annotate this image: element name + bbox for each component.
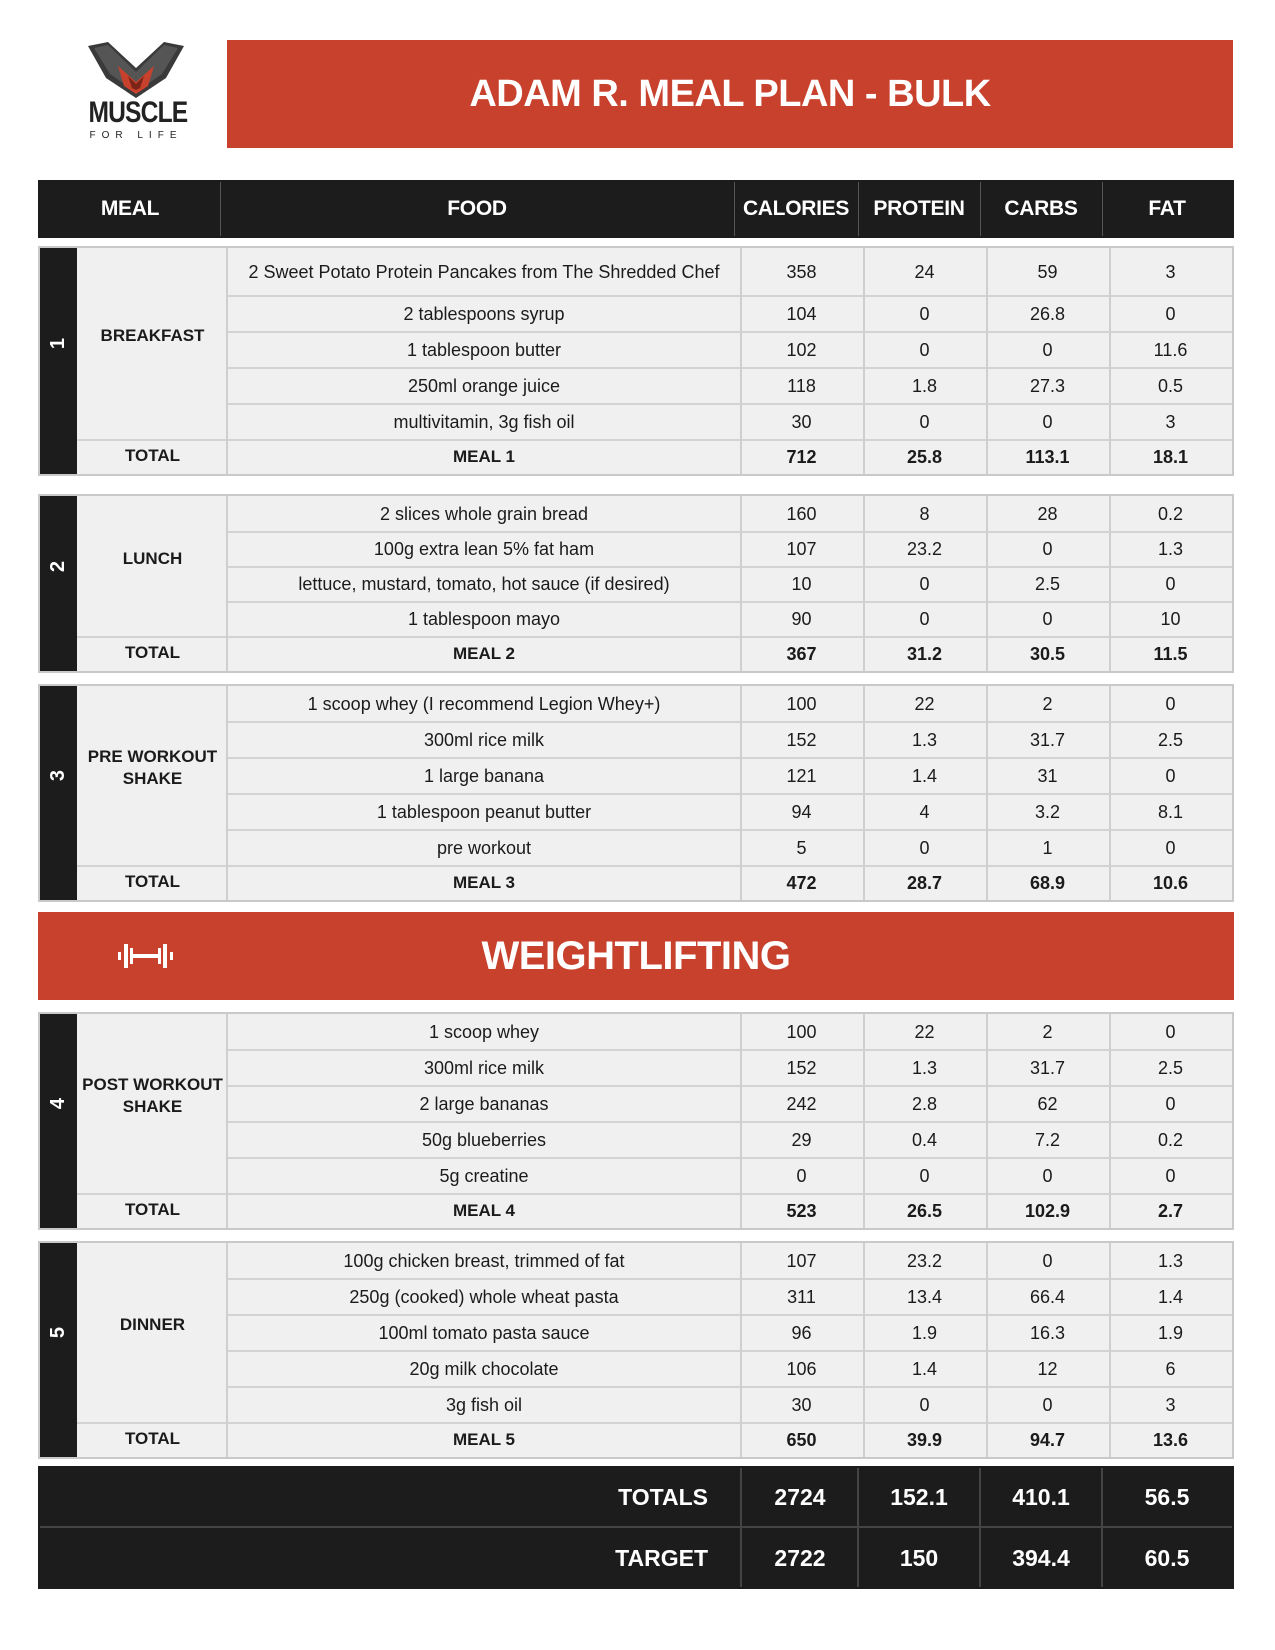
meal-name: DINNER xyxy=(119,1315,186,1334)
food-row xyxy=(228,1351,1232,1387)
food-row xyxy=(228,794,1232,830)
food-carbs: 0 xyxy=(1042,539,1053,559)
total-protein: 28.7 xyxy=(906,872,943,893)
food-protein: 0 xyxy=(919,1165,930,1186)
food-calories: 242 xyxy=(786,1093,817,1114)
food-row xyxy=(228,722,1232,758)
bottom-divider xyxy=(740,1468,742,1587)
food-food: 1 tablespoon butter xyxy=(406,339,562,360)
food-carbs: 12 xyxy=(1037,1358,1058,1379)
food-row xyxy=(228,496,1232,532)
food-protein: 23.2 xyxy=(906,1250,943,1271)
total-meal: MEAL 2 xyxy=(452,644,516,663)
food-calories: 152 xyxy=(786,1057,817,1078)
column-divider xyxy=(863,1014,865,1228)
food-carbs: 7.2 xyxy=(1034,1129,1061,1150)
food-food: multivitamin, 3g fish oil xyxy=(393,411,575,432)
target-carbs: 394.4 xyxy=(1012,1544,1070,1571)
row-divider xyxy=(77,1193,228,1195)
food-fat: 3 xyxy=(1165,1394,1176,1415)
column-divider xyxy=(863,248,865,474)
food-protein: 23.2 xyxy=(906,539,943,559)
food-fat: 0 xyxy=(1165,574,1176,594)
food-food: lettuce, mustard, tomato, hot sauce (if desired) xyxy=(298,574,670,594)
column-divider xyxy=(740,1243,742,1457)
food-fat: 11.6 xyxy=(1153,339,1188,360)
header-food: FOOD xyxy=(447,197,507,220)
total-protein: 31.2 xyxy=(906,643,943,664)
food-food: 2 slices whole grain bread xyxy=(379,503,589,524)
food-calories: 107 xyxy=(786,539,817,559)
food-fat: 0 xyxy=(1165,1021,1176,1042)
food-row xyxy=(228,1050,1232,1086)
food-calories: 10 xyxy=(791,574,812,594)
food-carbs: 59 xyxy=(1037,261,1058,282)
grand-totals xyxy=(38,1466,1234,1589)
meal-block xyxy=(38,684,1234,902)
food-row xyxy=(228,332,1232,368)
food-row xyxy=(228,758,1232,794)
meal-name: LUNCH xyxy=(122,548,183,568)
row-divider xyxy=(77,865,228,867)
meal-number: 5 xyxy=(47,1326,69,1339)
target-label: TARGET xyxy=(615,1544,708,1571)
food-row xyxy=(228,1243,1232,1279)
page-title: ADAM R. MEAL PLAN - BULK xyxy=(227,40,1233,148)
food-carbs: 2 xyxy=(1042,1021,1053,1042)
food-fat: 8.1 xyxy=(1157,801,1184,822)
food-calories: 104 xyxy=(786,303,817,324)
table-header xyxy=(38,180,1234,238)
total-row xyxy=(228,440,1232,474)
food-row xyxy=(228,567,1232,602)
food-food: 100g extra lean 5% fat ham xyxy=(373,539,595,559)
total-carbs: 102.9 xyxy=(1024,1200,1071,1221)
food-row xyxy=(228,368,1232,404)
column-divider xyxy=(740,248,742,474)
column-divider xyxy=(226,1014,228,1228)
food-fat: 10 xyxy=(1160,609,1181,629)
target-calories: 2722 xyxy=(774,1544,826,1571)
total-label: TOTAL xyxy=(124,1200,181,1219)
food-calories: 107 xyxy=(786,1250,817,1271)
food-protein: 0 xyxy=(919,339,930,360)
food-calories: 29 xyxy=(791,1129,812,1150)
food-protein: 8 xyxy=(919,503,930,524)
food-calories: 30 xyxy=(791,411,812,432)
food-row xyxy=(228,1122,1232,1158)
target-row xyxy=(40,1529,1232,1587)
header-carbs: CARBS xyxy=(1004,197,1078,220)
food-protein: 1.8 xyxy=(911,375,938,396)
food-protein: 1.4 xyxy=(911,765,938,786)
food-food: 3g fish oil xyxy=(445,1394,523,1415)
total-protein: 39.9 xyxy=(906,1429,943,1450)
column-divider xyxy=(740,1014,742,1228)
food-protein: 22 xyxy=(914,1021,935,1042)
food-carbs: 0 xyxy=(1042,339,1053,360)
meal-block xyxy=(38,246,1234,476)
row-divider xyxy=(77,439,228,441)
totals-divider xyxy=(40,1526,1232,1528)
food-calories: 96 xyxy=(791,1322,812,1343)
food-row xyxy=(228,1014,1232,1050)
food-calories: 152 xyxy=(786,729,817,750)
weightlifting-banner: WEIGHTLIFTING xyxy=(38,912,1234,1000)
column-divider xyxy=(226,496,228,671)
food-food: 250g (cooked) whole wheat pasta xyxy=(349,1286,619,1307)
total-calories: 650 xyxy=(786,1429,817,1450)
food-row xyxy=(228,404,1232,440)
logo-m-icon xyxy=(88,42,184,100)
total-label: TOTAL xyxy=(124,872,181,891)
totals-calories: 2724 xyxy=(774,1483,826,1510)
food-carbs: 0 xyxy=(1042,609,1053,629)
row-divider xyxy=(77,1422,228,1424)
barbell-icon xyxy=(118,940,173,972)
meal-number: 2 xyxy=(47,560,69,572)
food-carbs: 0 xyxy=(1042,1165,1053,1186)
food-food: 1 tablespoon mayo xyxy=(407,609,561,629)
food-carbs: 0 xyxy=(1042,411,1053,432)
column-divider xyxy=(863,496,865,671)
food-carbs: 27.3 xyxy=(1029,375,1066,396)
column-divider xyxy=(740,686,742,900)
food-food: 5g creatine xyxy=(439,1165,529,1186)
food-protein: 0 xyxy=(919,303,930,324)
total-protein: 26.5 xyxy=(906,1200,943,1221)
food-food: 1 scoop whey (I recommend Legion Whey+) xyxy=(307,693,661,714)
food-calories: 5 xyxy=(796,837,807,858)
food-calories: 100 xyxy=(786,1021,817,1042)
food-carbs: 28 xyxy=(1037,503,1058,524)
food-food: 2 Sweet Potato Protein Pancakes from The Shredded Chef xyxy=(248,261,720,282)
food-calories: 106 xyxy=(786,1358,817,1379)
food-carbs: 2 xyxy=(1042,693,1053,714)
food-fat: 0 xyxy=(1165,1165,1176,1186)
total-row xyxy=(228,1423,1232,1457)
column-divider xyxy=(1109,496,1111,671)
food-food: 50g blueberries xyxy=(421,1129,547,1150)
food-fat: 6 xyxy=(1165,1358,1176,1379)
column-divider xyxy=(986,496,988,671)
header-fat: FAT xyxy=(1148,197,1186,220)
food-protein: 0 xyxy=(919,837,930,858)
food-calories: 311 xyxy=(787,1286,816,1307)
food-calories: 160 xyxy=(786,503,817,524)
food-row xyxy=(228,1086,1232,1122)
food-protein: 1.3 xyxy=(911,1057,938,1078)
food-fat: 0 xyxy=(1165,837,1176,858)
total-fat: 18.1 xyxy=(1152,446,1189,467)
food-protein: 1.9 xyxy=(911,1322,938,1343)
food-protein: 4 xyxy=(919,801,930,822)
food-row xyxy=(228,686,1232,722)
food-calories: 0 xyxy=(796,1165,807,1186)
food-fat: 0.5 xyxy=(1157,375,1184,396)
food-fat: 0 xyxy=(1165,765,1176,786)
food-food: 100g chicken breast, trimmed of fat xyxy=(343,1250,625,1271)
food-food: 300ml rice milk xyxy=(423,729,545,750)
food-carbs: 62 xyxy=(1037,1093,1058,1114)
total-label: TOTAL xyxy=(124,643,181,662)
food-food: 300ml rice milk xyxy=(423,1057,545,1078)
meal-number: 3 xyxy=(47,769,69,782)
totals-protein: 152.1 xyxy=(890,1483,948,1510)
total-meal: MEAL 1 xyxy=(452,447,516,466)
food-calories: 118 xyxy=(787,375,816,396)
total-calories: 367 xyxy=(786,643,817,664)
food-calories: 100 xyxy=(786,693,817,714)
column-divider xyxy=(986,248,988,474)
column-divider xyxy=(1109,686,1111,900)
food-row xyxy=(228,1315,1232,1351)
food-carbs: 2.5 xyxy=(1034,574,1061,594)
target-protein: 150 xyxy=(899,1544,939,1571)
food-fat: 3 xyxy=(1165,411,1176,432)
food-row xyxy=(228,830,1232,866)
food-carbs: 16.3 xyxy=(1029,1322,1066,1343)
meal-name: BREAKFAST xyxy=(100,326,205,345)
logo-tagline: FOR LIFE xyxy=(89,130,183,141)
row-divider xyxy=(77,636,228,638)
food-fat: 2.5 xyxy=(1157,1057,1184,1078)
food-protein: 1.4 xyxy=(911,1358,938,1379)
bottom-divider xyxy=(979,1468,981,1587)
food-food: 250ml orange juice xyxy=(407,375,561,396)
food-protein: 22 xyxy=(914,693,935,714)
target-fat: 60.5 xyxy=(1144,1544,1190,1571)
meal-block xyxy=(38,494,1234,673)
header-calories: CALORIES xyxy=(742,197,850,220)
food-fat: 1.9 xyxy=(1157,1322,1184,1343)
food-calories: 90 xyxy=(791,609,812,629)
totals-row xyxy=(40,1468,1232,1526)
food-carbs: 66.4 xyxy=(1029,1286,1066,1307)
meal-name: POST WORKOUT SHAKE xyxy=(82,1075,223,1116)
total-label: TOTAL xyxy=(124,1429,181,1448)
food-food: 100ml tomato pasta sauce xyxy=(378,1322,590,1343)
meal-name: PRE WORKOUT SHAKE xyxy=(87,747,218,788)
food-food: 1 large banana xyxy=(423,765,545,786)
total-row xyxy=(228,866,1232,900)
total-meal: MEAL 5 xyxy=(452,1430,516,1449)
total-carbs: 94.7 xyxy=(1029,1429,1066,1450)
column-divider xyxy=(740,496,742,671)
total-protein: 25.8 xyxy=(906,446,943,467)
food-food: 20g milk chocolate xyxy=(409,1358,559,1379)
food-row xyxy=(228,1387,1232,1423)
muscle-for-life-logo xyxy=(80,42,190,150)
food-food: 1 scoop whey xyxy=(428,1021,540,1042)
column-divider xyxy=(863,686,865,900)
total-label: TOTAL xyxy=(124,446,181,465)
food-food: 2 large bananas xyxy=(419,1093,549,1114)
total-calories: 472 xyxy=(786,872,817,893)
food-fat: 1.4 xyxy=(1157,1286,1184,1307)
food-carbs: 1 xyxy=(1042,837,1053,858)
food-calories: 358 xyxy=(786,261,817,282)
food-row xyxy=(228,1279,1232,1315)
food-calories: 94 xyxy=(791,801,812,822)
food-row xyxy=(228,248,1232,296)
total-fat: 10.6 xyxy=(1152,872,1189,893)
food-carbs: 31.7 xyxy=(1029,729,1066,750)
food-carbs: 26.8 xyxy=(1029,303,1066,324)
food-fat: 0.2 xyxy=(1157,503,1184,524)
food-row xyxy=(228,1158,1232,1194)
food-protein: 0 xyxy=(919,574,930,594)
food-carbs: 3.2 xyxy=(1034,801,1061,822)
food-protein: 1.3 xyxy=(911,729,938,750)
meal-number: 4 xyxy=(47,1097,69,1110)
food-fat: 0 xyxy=(1165,1093,1176,1114)
food-row xyxy=(228,532,1232,567)
food-carbs: 31.7 xyxy=(1029,1057,1066,1078)
total-calories: 712 xyxy=(786,446,817,467)
column-divider xyxy=(1109,248,1111,474)
total-meal: MEAL 4 xyxy=(452,1201,516,1220)
total-fat: 11.5 xyxy=(1153,643,1188,664)
food-protein: 2.8 xyxy=(911,1093,938,1114)
column-divider xyxy=(1109,1014,1111,1228)
food-fat: 3 xyxy=(1165,261,1176,282)
column-divider xyxy=(986,1014,988,1228)
bottom-divider xyxy=(1101,1468,1103,1587)
food-protein: 0 xyxy=(919,411,930,432)
totals-carbs: 410.1 xyxy=(1012,1483,1070,1510)
food-protein: 24 xyxy=(914,261,935,282)
food-row xyxy=(228,602,1232,637)
food-carbs: 0 xyxy=(1042,1394,1053,1415)
totals-fat: 56.5 xyxy=(1144,1483,1190,1510)
food-food: 1 tablespoon peanut butter xyxy=(376,801,592,822)
food-row xyxy=(228,296,1232,332)
meal-number: 1 xyxy=(47,337,69,350)
logo-wordmark: MUSCLE xyxy=(88,96,188,129)
food-fat: 2.5 xyxy=(1157,729,1184,750)
food-carbs: 31 xyxy=(1037,765,1058,786)
total-carbs: 30.5 xyxy=(1029,643,1066,664)
food-fat: 1.3 xyxy=(1157,1250,1184,1271)
food-protein: 0 xyxy=(919,609,930,629)
totals-label: TOTALS xyxy=(618,1483,708,1510)
food-fat: 1.3 xyxy=(1157,539,1184,559)
food-fat: 0.2 xyxy=(1157,1129,1184,1150)
meal-block xyxy=(38,1012,1234,1230)
column-divider xyxy=(986,686,988,900)
food-protein: 0 xyxy=(919,1394,930,1415)
column-divider xyxy=(226,248,228,474)
food-fat: 0 xyxy=(1165,693,1176,714)
total-meal: MEAL 3 xyxy=(452,873,516,892)
total-carbs: 113.1 xyxy=(1025,446,1070,467)
column-divider xyxy=(986,1243,988,1457)
food-calories: 102 xyxy=(786,339,817,360)
food-protein: 13.4 xyxy=(906,1286,943,1307)
column-divider xyxy=(1109,1243,1111,1457)
food-protein: 0.4 xyxy=(911,1129,938,1150)
food-calories: 121 xyxy=(786,765,817,786)
total-calories: 523 xyxy=(786,1200,817,1221)
total-fat: 13.6 xyxy=(1152,1429,1189,1450)
food-food: 2 tablespoons syrup xyxy=(403,303,565,324)
column-divider xyxy=(863,1243,865,1457)
total-carbs: 68.9 xyxy=(1029,872,1066,893)
column-divider xyxy=(226,1243,228,1457)
total-row xyxy=(228,1194,1232,1228)
food-calories: 30 xyxy=(791,1394,812,1415)
header-protein: PROTEIN xyxy=(873,197,965,220)
meal-block xyxy=(38,1241,1234,1459)
total-row xyxy=(228,637,1232,671)
food-fat: 0 xyxy=(1165,303,1176,324)
header-meal: MEAL xyxy=(100,197,160,220)
total-fat: 2.7 xyxy=(1157,1200,1184,1221)
column-divider xyxy=(226,686,228,900)
food-carbs: 0 xyxy=(1042,1250,1053,1271)
food-food: pre workout xyxy=(436,837,532,858)
bottom-divider xyxy=(857,1468,859,1587)
